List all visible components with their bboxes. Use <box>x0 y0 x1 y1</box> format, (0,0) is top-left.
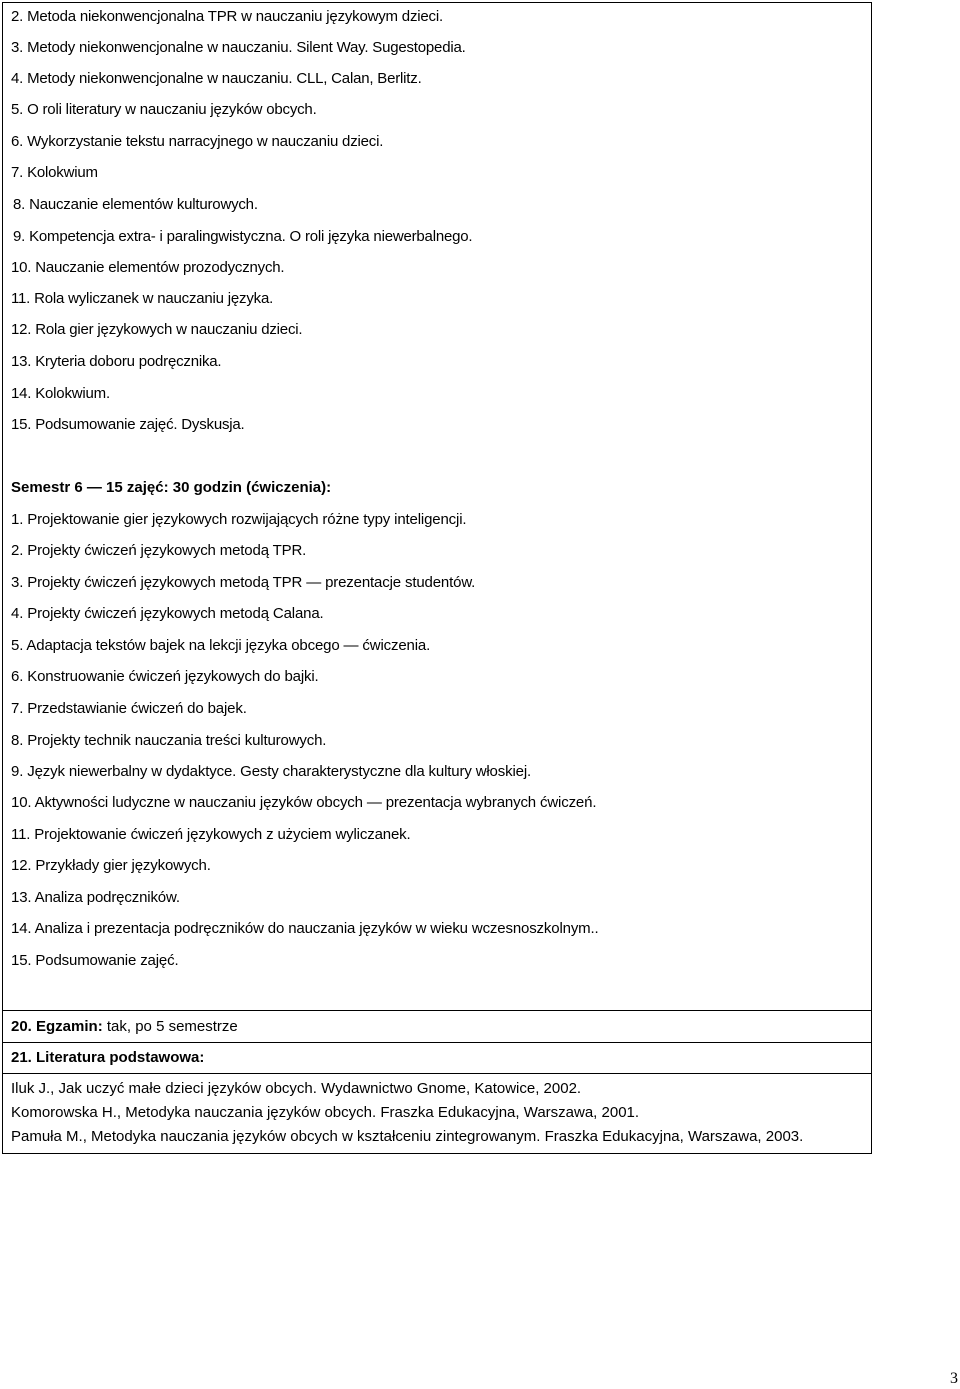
semester6-title: Semestr 6 — 15 zajęć: 30 godzin (ćwiczenia): <box>11 479 332 496</box>
list-item: 5. Adaptacja tekstów bajek na lekcji języka obcego — ćwiczenia. <box>11 637 431 654</box>
exam-cell <box>3 1011 871 1043</box>
page-number: 3 <box>950 1370 958 1387</box>
document-table <box>2 2 872 1154</box>
list-item: 2. Metoda niekonwencjonalna TPR w nauczaniu językowym dzieci. <box>11 8 443 25</box>
list-item: 10. Nauczanie elementów prozodycznych. <box>11 259 285 276</box>
list-item: 11. Rola wyliczanek w nauczaniu języka. <box>11 290 274 307</box>
list-item: 9. Kompetencja extra- i paralingwistyczna. O roli języka niewerbalnego. <box>13 228 473 245</box>
list-item: 12. Przykłady gier językowych. <box>11 857 211 874</box>
list-item: 7. Przedstawianie ćwiczeń do bajek. <box>11 700 247 717</box>
list-item: 4. Metody niekonwencjonalne w nauczaniu. CLL, Calan, Berlitz. <box>11 70 422 87</box>
list-item: 3. Projekty ćwiczeń językowych metodą TPR — prezentacje studentów. <box>11 574 476 591</box>
literature-title-cell <box>3 1043 871 1074</box>
list-item: 3. Metody niekonwencjonalne w nauczaniu. Silent Way. Sugestopedia. <box>11 39 466 56</box>
exam-line <box>11 1018 238 1036</box>
exam-value: tak, po 5 semestrze <box>102 1018 238 1035</box>
literature-title: 21. Literatura podstawowa: <box>11 1049 205 1066</box>
list-item: 2. Projekty ćwiczeń językowych metodą TPR. <box>11 542 307 559</box>
list-item: 11. Projektowanie ćwiczeń językowych z użyciem wyliczanek. <box>11 826 411 843</box>
literature-item: Iluk J., Jak uczyć małe dzieci języków obcych. Wydawnictwo Gnome, Katowice, 2002. <box>11 1080 582 1097</box>
list-item: 4. Projekty ćwiczeń językowych metodą Calana. <box>11 605 324 622</box>
list-item: 14. Analiza i prezentacja podręczników do nauczania języków w wieku wczesnoszkolnym.. <box>11 920 599 937</box>
list-item: 8. Projekty technik nauczania treści kulturowych. <box>11 732 327 749</box>
exam-label: 20. Egzamin: <box>11 1018 103 1035</box>
literature-item: Komorowska H., Metodyka nauczania języków obcych. Fraszka Edukacyjna, Warszawa, 2001. <box>11 1104 640 1121</box>
list-item: 7. Kolokwium <box>11 164 98 181</box>
list-item: 14. Kolokwium. <box>11 385 110 402</box>
list-item: 5. O roli literatury w nauczaniu języków obcych. <box>11 101 317 118</box>
list-item: 8. Nauczanie elementów kulturowych. <box>13 196 258 213</box>
list-item: 13. Analiza podręczników. <box>11 889 180 906</box>
list-item: 6. Wykorzystanie tekstu narracyjnego w nauczaniu dzieci. <box>11 133 384 150</box>
list-item: 15. Podsumowanie zajęć. Dyskusja. <box>11 416 245 433</box>
list-item: 1. Projektowanie gier językowych rozwijających różne typy inteligencji. <box>11 511 467 528</box>
list-item: 10. Aktywności ludyczne w nauczaniu języków obcych — prezentacja wybranych ćwiczeń. <box>11 794 597 811</box>
literature-cell <box>3 1074 871 1153</box>
list-item: 15. Podsumowanie zajęć. <box>11 952 179 969</box>
list-item: 12. Rola gier językowych w nauczaniu dzieci. <box>11 321 303 338</box>
list-item: 6. Konstruowanie ćwiczeń językowych do bajki. <box>11 668 319 685</box>
program-cell <box>3 3 871 1011</box>
literature-item: Pamuła M., Metodyka nauczania języków obcych w kształceniu zintegrowanym. Fraszka Edukacyjna, Warszawa, 2003. <box>11 1128 804 1145</box>
list-item: 13. Kryteria doboru podręcznika. <box>11 353 222 370</box>
list-item: 9. Język niewerbalny w dydaktyce. Gesty charakterystyczne dla kultury włoskiej. <box>11 763 532 780</box>
